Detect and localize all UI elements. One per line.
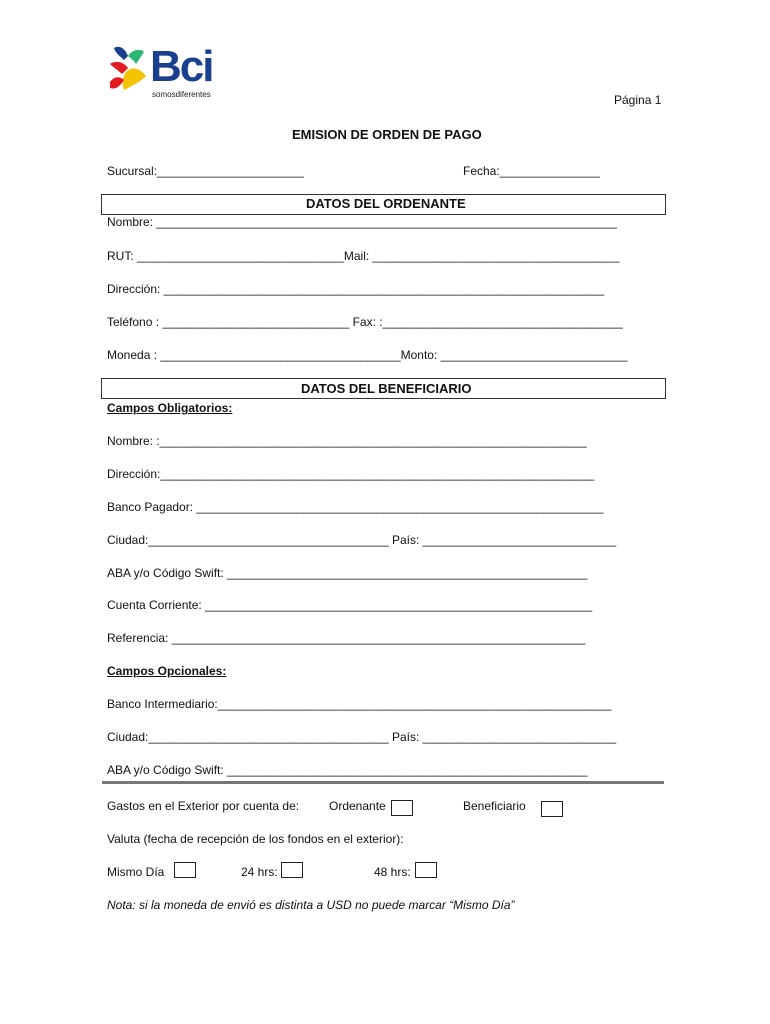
beneficiario-direccion-field[interactable]: Dirección:_________________________________________________________________ — [107, 467, 595, 481]
beneficiario-nombre-field[interactable]: Nombre: :________________________________________________________________ — [107, 434, 587, 448]
logo-brand-text: Bci — [150, 42, 213, 91]
gastos-beneficiario-label: Beneficiario — [463, 799, 526, 813]
ordenante-telefono-fax-field[interactable]: Teléfono : ____________________________ Fax: :____________________________________ — [107, 315, 623, 329]
cuenta-corriente-field[interactable]: Cuenta Corriente: __________________________________________________________ — [107, 598, 593, 612]
ciudad-pais-field[interactable]: Ciudad:____________________________________ País: _____________________________ — [107, 533, 617, 547]
bci-logo — [106, 42, 228, 104]
h48-label: 48 hrs: — [374, 865, 411, 879]
banco-pagador-field[interactable]: Banco Pagador: _____________________________________________________________ — [107, 500, 604, 514]
ciudad-pais-optional-field[interactable]: Ciudad:____________________________________ País: _____________________________ — [107, 730, 617, 744]
h24-label: 24 hrs: — [241, 865, 278, 879]
valuta-label: Valuta (fecha de recepción de los fondos en el exterior): — [107, 832, 404, 846]
opcionales-label: Campos Opcionales: — [107, 664, 227, 678]
beneficiario-header-box — [101, 378, 666, 399]
currency-note: Nota: si la moneda de envió es distinta a USD no puede marcar “Mismo Día” — [107, 898, 515, 912]
page-number: Página 1 — [614, 93, 662, 107]
sucursal-field[interactable]: Sucursal:______________________ — [107, 164, 304, 178]
gastos-beneficiario-checkbox[interactable] — [541, 801, 563, 817]
ordenante-moneda-monto-field[interactable]: Moneda : ____________________________________Monto: ____________________________ — [107, 348, 628, 362]
aba-swift-optional-field[interactable]: ABA y/o Código Swift: ______________________________________________________ — [107, 763, 588, 777]
gastos-ordenante-label: Ordenante — [329, 799, 386, 813]
ordenante-heading: DATOS DEL ORDENANTE — [306, 196, 466, 211]
ordenante-header-box — [101, 194, 666, 215]
fecha-field[interactable]: Fecha:_______________ — [463, 164, 600, 178]
section-divider — [102, 781, 664, 784]
ordenante-direccion-field[interactable]: Dirección: __________________________________________________________________ — [107, 282, 605, 296]
ordenante-nombre-field[interactable]: Nombre: _____________________________________________________________________ — [107, 215, 617, 229]
document-title: EMISION DE ORDEN DE PAGO — [292, 127, 482, 142]
mismo-dia-label: Mismo Día — [107, 865, 165, 879]
aba-swift-field[interactable]: ABA y/o Código Swift: ______________________________________________________ — [107, 566, 588, 580]
ordenante-rut-mail-field[interactable]: RUT: _______________________________Mail: _____________________________________ — [107, 249, 620, 263]
beneficiario-heading: DATOS DEL BENEFICIARIO — [301, 381, 472, 396]
bci-logo-mark-icon — [106, 42, 154, 94]
gastos-ordenante-checkbox[interactable] — [391, 800, 413, 816]
banco-intermediario-field[interactable]: Banco Intermediario:___________________________________________________________ — [107, 697, 612, 711]
h24-checkbox[interactable] — [281, 862, 303, 878]
referencia-field[interactable]: Referencia: ______________________________________________________________ — [107, 631, 586, 645]
obligatorios-label: Campos Obligatorios: — [107, 401, 233, 415]
gastos-label: Gastos en el Exterior por cuenta de: — [107, 799, 300, 813]
mismo-dia-checkbox[interactable] — [174, 862, 196, 878]
h48-checkbox[interactable] — [415, 862, 437, 878]
logo-tagline: somosdiferentes — [152, 90, 211, 99]
